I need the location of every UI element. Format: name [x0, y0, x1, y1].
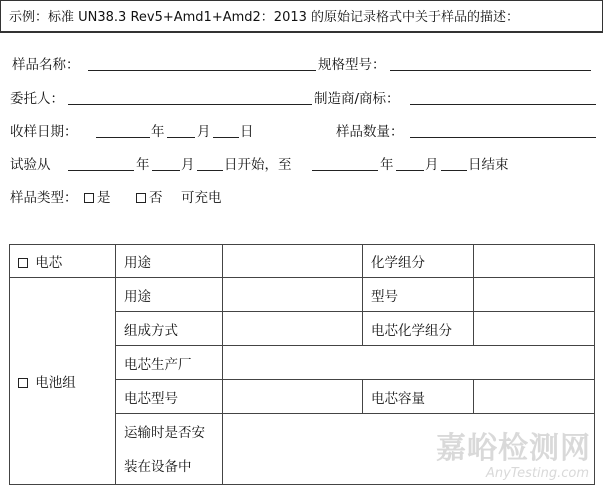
sample-name-label: 样品名称： [12, 57, 80, 73]
no-option[interactable] [136, 186, 163, 206]
manufacturer-field[interactable] [410, 104, 596, 105]
transport-label-line2: 装在设备中 [124, 459, 192, 475]
model-label: 型号 [363, 278, 474, 312]
rechargeable-label: 可充电 [181, 190, 222, 206]
sample-qty-field[interactable] [410, 137, 596, 138]
test-from-label: 试验从 [10, 157, 51, 173]
checkbox-no[interactable] [136, 193, 146, 203]
client-label: 委托人： [10, 91, 64, 107]
watermark-cn: 嘉峪检测网 [436, 431, 591, 466]
cell-maker-label: 电芯生产厂 [116, 346, 223, 380]
spec-model-field[interactable] [390, 70, 591, 71]
chem-value[interactable] [474, 245, 595, 278]
receive-year-label: 年 [151, 124, 165, 140]
model-value[interactable] [474, 278, 595, 312]
checkbox-yes[interactable] [84, 193, 94, 203]
end-year-label: 年 [380, 157, 394, 173]
receive-year-field[interactable] [96, 137, 150, 138]
receive-day-label: 日 [240, 124, 254, 140]
end-day-label: 日结束 [468, 157, 509, 173]
cell-capacity-label: 电芯容量 [363, 380, 474, 414]
sample-type-label: 样品类型： [10, 190, 78, 206]
yes-option-label: 是 [97, 190, 111, 206]
cell-model-label: 电芯型号 [116, 380, 223, 414]
end-year-field[interactable] [312, 170, 378, 171]
end-day-field[interactable] [441, 170, 467, 171]
yes-option[interactable] [84, 186, 111, 206]
cell-type-label: 电芯 [35, 255, 63, 271]
start-day-field[interactable] [197, 170, 223, 171]
example-caption: 示例：标准 UN38.3 Rev5+Amd1+Amd2：2013 的原始记录格式中关于样品的描述： [0, 0, 603, 33]
start-month-label: 月 [181, 157, 195, 173]
cell-chem-label: 电芯化学组分 [363, 312, 474, 346]
table-row [10, 278, 595, 312]
use-value-2[interactable] [223, 278, 363, 312]
receive-month-label: 月 [197, 124, 211, 140]
end-month-field[interactable] [396, 170, 424, 171]
sample-qty-label: 样品数量： [336, 124, 404, 140]
receive-date-label: 收样日期： [10, 124, 78, 140]
checkbox-battery[interactable] [18, 378, 28, 388]
start-month-field[interactable] [152, 170, 180, 171]
battery-type-label: 电池组 [35, 375, 76, 391]
manufacturer-label: 制造商/商标： [314, 91, 400, 107]
cell-chem-value[interactable] [474, 312, 595, 346]
use-label-1: 用途 [116, 245, 223, 278]
end-month-label: 月 [425, 157, 439, 173]
sample-name-field[interactable] [88, 70, 316, 71]
chem-label: 化学组分 [363, 245, 474, 278]
use-label-2: 用途 [116, 278, 223, 312]
cell-model-value[interactable] [223, 380, 363, 414]
cell-type-cell[interactable] [10, 245, 116, 278]
table-row [10, 245, 595, 278]
spec-model-label: 规格型号： [318, 57, 386, 73]
checkbox-cell[interactable] [18, 258, 28, 268]
transport-label-line1: 运输时是否安 [124, 425, 205, 441]
watermark-en: AnyTesting.com [485, 466, 589, 481]
cell-maker-value[interactable] [223, 346, 595, 380]
use-value-1[interactable] [223, 245, 363, 278]
no-option-label: 否 [149, 190, 163, 206]
composition-label: 组成方式 [116, 312, 223, 346]
receive-day-field[interactable] [213, 137, 239, 138]
start-day-label: 日开始，至 [224, 157, 292, 173]
receive-month-field[interactable] [167, 137, 195, 138]
battery-type-cell[interactable] [10, 278, 116, 485]
start-year-label: 年 [136, 157, 150, 173]
composition-value[interactable] [223, 312, 363, 346]
cell-capacity-value[interactable] [474, 380, 595, 414]
transport-label [116, 414, 223, 485]
client-field[interactable] [68, 104, 312, 105]
start-year-field[interactable] [68, 170, 134, 171]
